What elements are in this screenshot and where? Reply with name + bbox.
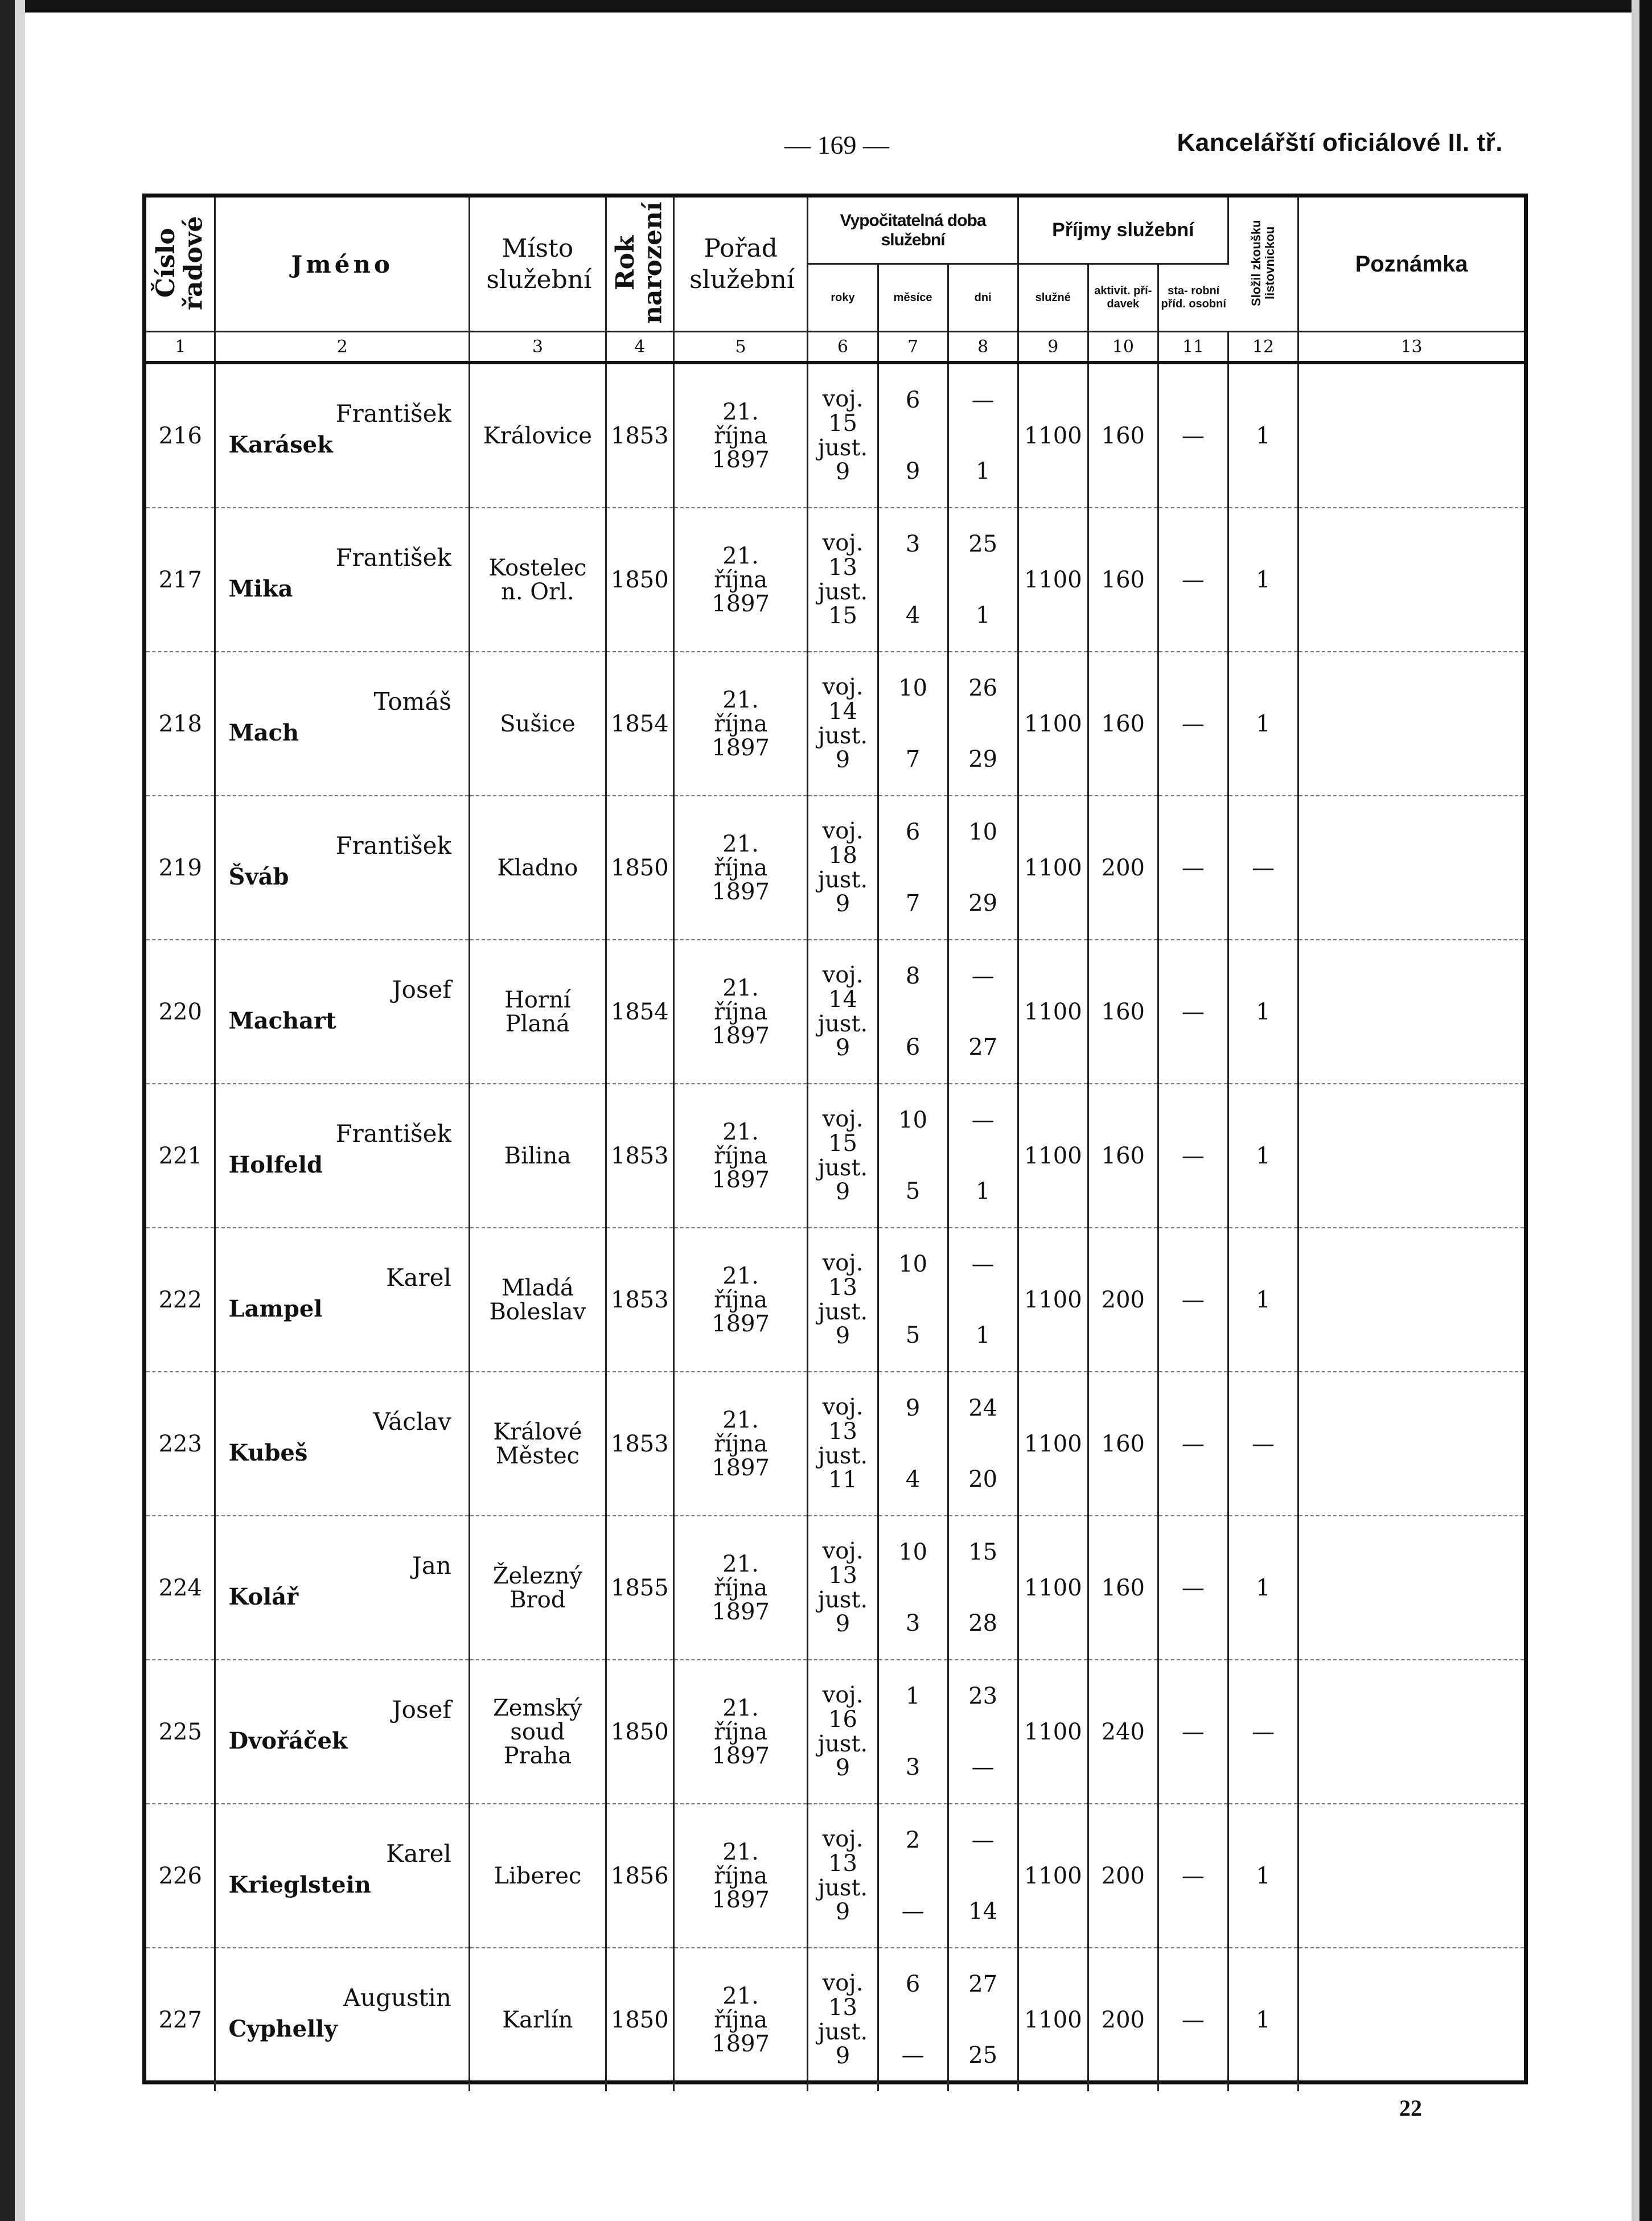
last-name: Machart [228, 1007, 336, 1034]
days-military: — [971, 1107, 995, 1133]
months-justice: 5 [905, 1322, 920, 1349]
days-military: 24 [968, 1395, 998, 1421]
days-military: 23 [968, 1683, 998, 1709]
activity-allowance: 200 [1088, 1948, 1158, 2091]
exam-passed: — [1228, 796, 1298, 940]
duty-place: Královice [469, 363, 606, 508]
row-number: 220 [146, 940, 215, 1084]
age-allowance: — [1158, 1948, 1228, 2091]
remark [1298, 652, 1524, 796]
salary: 1100 [1018, 1948, 1088, 2091]
table-row [146, 1660, 1524, 1804]
name-cell [215, 652, 469, 796]
birth-year: 1850 [606, 1660, 673, 1804]
months-military: 10 [898, 1539, 928, 1565]
age-allowance: — [1158, 1804, 1228, 1948]
remark [1298, 1804, 1524, 1948]
activity-allowance: 160 [1088, 652, 1158, 796]
col-header-porad: Pořad služební [673, 198, 808, 332]
column-number-row [146, 332, 1524, 363]
months-military: 3 [905, 530, 920, 557]
exam-passed: — [1228, 1372, 1298, 1516]
days-military: 27 [968, 1971, 998, 1997]
service-days [948, 940, 1018, 1084]
column-number: 12 [1228, 332, 1298, 363]
exam-passed: 1 [1228, 1228, 1298, 1372]
salary: 1100 [1018, 363, 1088, 508]
service-days [948, 363, 1018, 508]
duty-place: Horní Planá [469, 940, 606, 1084]
col-header-sluzne: služné [1018, 264, 1088, 332]
column-number: 5 [673, 332, 808, 363]
column-number: 7 [878, 332, 948, 363]
salary: 1100 [1018, 1372, 1088, 1516]
first-name: Josef [392, 976, 451, 1003]
service-days [948, 1372, 1018, 1516]
months-justice: 6 [905, 1034, 920, 1061]
first-name: František [335, 544, 451, 571]
column-number: 3 [469, 332, 606, 363]
last-name: Kubeš [228, 1439, 308, 1466]
service-years: voj. 14 just. 9 [808, 652, 878, 796]
months-justice: — [901, 1898, 924, 1925]
days-military: 10 [968, 819, 998, 845]
duty-place: Karlín [469, 1948, 606, 2091]
salary: 1100 [1018, 1660, 1088, 1804]
table-row [146, 1948, 1524, 2091]
duty-place: Kladno [469, 796, 606, 940]
service-order: 21. října 1897 [673, 363, 808, 508]
days-military: — [971, 963, 995, 989]
service-months [878, 1516, 948, 1660]
column-number: 9 [1018, 332, 1088, 363]
service-order: 21. října 1897 [673, 1372, 808, 1516]
duty-place: Sušice [469, 652, 606, 796]
row-number: 222 [146, 1228, 215, 1372]
col-header-jmeno: Jméno [215, 198, 469, 332]
remark [1298, 1228, 1524, 1372]
days-military: — [971, 386, 995, 413]
name-cell [215, 1372, 469, 1516]
register-table-frame [142, 194, 1528, 2084]
months-military: 9 [905, 1395, 920, 1421]
months-justice: 3 [905, 1754, 920, 1781]
days-justice: — [971, 1754, 995, 1781]
age-allowance: — [1158, 508, 1228, 652]
days-justice: 28 [968, 1610, 998, 1637]
salary: 1100 [1018, 1516, 1088, 1660]
activity-allowance: 240 [1088, 1660, 1158, 1804]
column-number: 10 [1088, 332, 1158, 363]
service-months [878, 1228, 948, 1372]
remark [1298, 1516, 1524, 1660]
service-months [878, 796, 948, 940]
service-years: voj. 18 just. 9 [808, 796, 878, 940]
months-justice: 4 [905, 602, 920, 629]
table-row [146, 940, 1524, 1084]
activity-allowance: 160 [1088, 1516, 1158, 1660]
duty-place: Bilina [469, 1084, 606, 1228]
birth-year: 1856 [606, 1804, 673, 1948]
column-number: 6 [808, 332, 878, 363]
duty-place: Mladá Boleslav [469, 1228, 606, 1372]
table-row [146, 1372, 1524, 1516]
months-justice: 3 [905, 1610, 920, 1637]
service-years: voj. 16 just. 9 [808, 1660, 878, 1804]
col-header-aktivni: aktivit. pří- davek [1088, 264, 1158, 332]
months-military: 1 [905, 1683, 920, 1709]
activity-allowance: 160 [1088, 940, 1158, 1084]
service-days [948, 652, 1018, 796]
service-order: 21. října 1897 [673, 1516, 808, 1660]
table-row [146, 1516, 1524, 1660]
row-number: 224 [146, 1516, 215, 1660]
days-justice: 1 [975, 602, 991, 629]
name-cell [215, 1516, 469, 1660]
salary: 1100 [1018, 940, 1088, 1084]
service-order: 21. října 1897 [673, 796, 808, 940]
activity-allowance: 160 [1088, 363, 1158, 508]
service-order: 21. října 1897 [673, 940, 808, 1084]
service-months [878, 652, 948, 796]
days-justice: 27 [968, 1034, 998, 1061]
exam-passed: 1 [1228, 1084, 1298, 1228]
last-name: Lampel [228, 1295, 323, 1322]
salary: 1100 [1018, 508, 1088, 652]
activity-allowance: 200 [1088, 1804, 1158, 1948]
activity-allowance: 160 [1088, 1084, 1158, 1228]
service-order: 21. října 1897 [673, 1228, 808, 1372]
running-title: Kancelářští oficiálové II. tř. [1177, 129, 1503, 157]
first-name: František [335, 400, 451, 427]
days-military: 25 [968, 530, 998, 557]
birth-year: 1853 [606, 1084, 673, 1228]
service-years: voj. 13 just. 15 [808, 508, 878, 652]
service-order: 21. října 1897 [673, 1660, 808, 1804]
service-days [948, 1804, 1018, 1948]
header-row [146, 198, 1524, 264]
age-allowance: — [1158, 1516, 1228, 1660]
service-years: voj. 15 just. 9 [808, 363, 878, 508]
col-header-doba: Vypočitatelná doba služební [808, 198, 1018, 264]
exam-passed: 1 [1228, 1948, 1298, 2091]
last-name: Holfeld [228, 1151, 323, 1178]
days-military: 15 [968, 1539, 998, 1565]
days-justice: 20 [968, 1466, 998, 1493]
last-name: Dvořáček [228, 1728, 348, 1754]
first-name: Tomáš [373, 688, 451, 715]
last-name: Krieglstein [228, 1872, 371, 1898]
col-header-prijmy: Příjmy služební [1018, 198, 1228, 264]
column-number: 8 [948, 332, 1018, 363]
activity-allowance: 200 [1088, 1228, 1158, 1372]
days-military: — [971, 1251, 995, 1277]
remark [1298, 1084, 1524, 1228]
col-header-dni: dni [948, 264, 1018, 332]
row-number: 217 [146, 508, 215, 652]
days-military: — [971, 1827, 995, 1853]
table-row [146, 363, 1524, 508]
service-months [878, 1084, 948, 1228]
scan-border-left-inner [15, 0, 25, 2221]
months-justice: 9 [905, 458, 920, 485]
months-military: 10 [898, 674, 928, 701]
column-number: 11 [1158, 332, 1228, 363]
exam-passed: — [1228, 1660, 1298, 1804]
name-cell [215, 1228, 469, 1372]
days-justice: 14 [968, 1898, 998, 1925]
service-order: 21. října 1897 [673, 652, 808, 796]
salary: 1100 [1018, 1228, 1088, 1372]
col-header-misto: Místo služební [469, 198, 606, 332]
days-justice: 29 [968, 746, 998, 773]
service-years: voj. 15 just. 9 [808, 1084, 878, 1228]
row-number: 218 [146, 652, 215, 796]
service-months [878, 1804, 948, 1948]
col-header-mesice: měsíce [878, 264, 948, 332]
duty-place: Králové Městec [469, 1372, 606, 1516]
column-number: 1 [146, 332, 215, 363]
service-years: voj. 13 just. 11 [808, 1372, 878, 1516]
name-cell [215, 1084, 469, 1228]
service-months [878, 363, 948, 508]
service-days [948, 1228, 1018, 1372]
table-row [146, 1228, 1524, 1372]
months-justice: 7 [905, 746, 920, 773]
scan-border-right-inner [1632, 0, 1639, 2221]
last-name: Cyphelly [228, 2016, 338, 2042]
column-number: 4 [606, 332, 673, 363]
exam-passed: 1 [1228, 1516, 1298, 1660]
exam-passed: 1 [1228, 508, 1298, 652]
salary: 1100 [1018, 652, 1088, 796]
duty-place: Kostelec n. Orl. [469, 508, 606, 652]
service-months [878, 940, 948, 1084]
col-header-cislo: Číslo řadové [146, 198, 215, 332]
col-header-poznamka: Poznámka [1298, 198, 1524, 332]
service-years: voj. 13 just. 9 [808, 1804, 878, 1948]
service-order: 21. října 1897 [673, 1804, 808, 1948]
service-years: voj. 13 just. 9 [808, 1516, 878, 1660]
row-number: 223 [146, 1372, 215, 1516]
table-row [146, 1804, 1524, 1948]
service-months [878, 1948, 948, 2091]
sheet-number: 22 [1399, 2095, 1422, 2121]
days-justice: 29 [968, 890, 998, 917]
birth-year: 1850 [606, 796, 673, 940]
days-military: 26 [968, 674, 998, 701]
last-name: Šváb [228, 863, 289, 890]
salary: 1100 [1018, 1804, 1088, 1948]
row-number: 221 [146, 1084, 215, 1228]
first-name: Jan [412, 1552, 451, 1580]
first-name: Karel [386, 1840, 451, 1868]
service-months [878, 1660, 948, 1804]
duty-place: Železný Brod [469, 1516, 606, 1660]
column-number: 2 [215, 332, 469, 363]
service-days [948, 796, 1018, 940]
name-cell [215, 940, 469, 1084]
first-name: Karel [386, 1264, 451, 1292]
birth-year: 1854 [606, 940, 673, 1084]
days-justice: 1 [975, 1178, 991, 1205]
exam-passed: 1 [1228, 940, 1298, 1084]
last-name: Kolář [228, 1584, 299, 1610]
age-allowance: — [1158, 1660, 1228, 1804]
service-days [948, 1516, 1018, 1660]
name-cell [215, 1804, 469, 1948]
exam-passed: 1 [1228, 1804, 1298, 1948]
salary: 1100 [1018, 796, 1088, 940]
col-header-zkouska: Složil zkoušku listovnickou [1228, 198, 1298, 332]
remark [1298, 1372, 1524, 1516]
months-justice: 4 [905, 1466, 920, 1493]
age-allowance: — [1158, 652, 1228, 796]
service-order: 21. října 1897 [673, 508, 808, 652]
months-military: 10 [898, 1107, 928, 1133]
service-order: 21. října 1897 [673, 1084, 808, 1228]
service-years: voj. 14 just. 9 [808, 940, 878, 1084]
last-name: Mach [228, 719, 299, 746]
age-allowance: — [1158, 1084, 1228, 1228]
months-military: 6 [905, 819, 920, 845]
months-military: 6 [905, 386, 920, 413]
row-number: 225 [146, 1660, 215, 1804]
days-justice: 1 [975, 458, 991, 485]
scan-border-left [0, 0, 15, 2221]
column-number: 13 [1298, 332, 1524, 363]
name-cell [215, 796, 469, 940]
activity-allowance: 200 [1088, 796, 1158, 940]
age-allowance: — [1158, 1228, 1228, 1372]
birth-year: 1853 [606, 1372, 673, 1516]
days-justice: 1 [975, 1322, 991, 1349]
service-days [948, 508, 1018, 652]
table-row [146, 796, 1524, 940]
table-row [146, 508, 1524, 652]
birth-year: 1850 [606, 508, 673, 652]
register-table [146, 198, 1524, 2091]
salary: 1100 [1018, 1084, 1088, 1228]
remark [1298, 796, 1524, 940]
service-days [948, 1660, 1018, 1804]
months-military: 8 [905, 963, 920, 989]
activity-allowance: 160 [1088, 508, 1158, 652]
table-row [146, 1084, 1524, 1228]
age-allowance: — [1158, 796, 1228, 940]
name-cell [215, 363, 469, 508]
birth-year: 1850 [606, 1948, 673, 2091]
last-name: Mika [228, 575, 293, 602]
col-header-starobni: sta- robní příd. osobní [1158, 264, 1228, 332]
exam-passed: 1 [1228, 652, 1298, 796]
table-body [146, 363, 1524, 2091]
service-months [878, 508, 948, 652]
row-number: 227 [146, 1948, 215, 2091]
first-name: František [335, 1120, 451, 1147]
name-cell [215, 1660, 469, 1804]
duty-place: Zemský soud Praha [469, 1660, 606, 1804]
service-days [948, 1948, 1018, 2091]
service-months [878, 1372, 948, 1516]
service-days [948, 1084, 1018, 1228]
birth-year: 1853 [606, 1228, 673, 1372]
table-row [146, 652, 1524, 796]
activity-allowance: 160 [1088, 1372, 1158, 1516]
page-number: — 169 — [784, 130, 889, 159]
duty-place: Liberec [469, 1804, 606, 1948]
birth-year: 1853 [606, 363, 673, 508]
months-justice: — [901, 2042, 924, 2069]
last-name: Karásek [228, 431, 333, 458]
row-number: 226 [146, 1804, 215, 1948]
col-header-roky: roky [808, 264, 878, 332]
first-name: Augustin [343, 1984, 451, 2012]
remark [1298, 940, 1524, 1084]
name-cell [215, 1948, 469, 2091]
service-order: 21. října 1897 [673, 1948, 808, 2091]
remark [1298, 508, 1524, 652]
row-number: 216 [146, 363, 215, 508]
remark [1298, 1660, 1524, 1804]
days-justice: 25 [968, 2042, 998, 2069]
birth-year: 1855 [606, 1516, 673, 1660]
scan-border-right [1639, 0, 1652, 2221]
first-name: František [335, 832, 451, 859]
months-military: 6 [905, 1971, 920, 1997]
first-name: Josef [392, 1696, 451, 1724]
col-header-rok: Rok narození [606, 198, 673, 332]
age-allowance: — [1158, 1372, 1228, 1516]
service-years: voj. 13 just. 9 [808, 1228, 878, 1372]
scan-border-top [0, 0, 1652, 13]
months-justice: 7 [905, 890, 920, 917]
age-allowance: — [1158, 940, 1228, 1084]
first-name: Václav [373, 1408, 451, 1436]
months-military: 10 [898, 1251, 928, 1277]
service-years: voj. 13 just. 9 [808, 1948, 878, 2091]
months-military: 2 [905, 1827, 920, 1853]
remark [1298, 1948, 1524, 2091]
remark [1298, 363, 1524, 508]
exam-passed: 1 [1228, 363, 1298, 508]
age-allowance: — [1158, 363, 1228, 508]
row-number: 219 [146, 796, 215, 940]
birth-year: 1854 [606, 652, 673, 796]
months-justice: 5 [905, 1178, 920, 1205]
name-cell [215, 508, 469, 652]
